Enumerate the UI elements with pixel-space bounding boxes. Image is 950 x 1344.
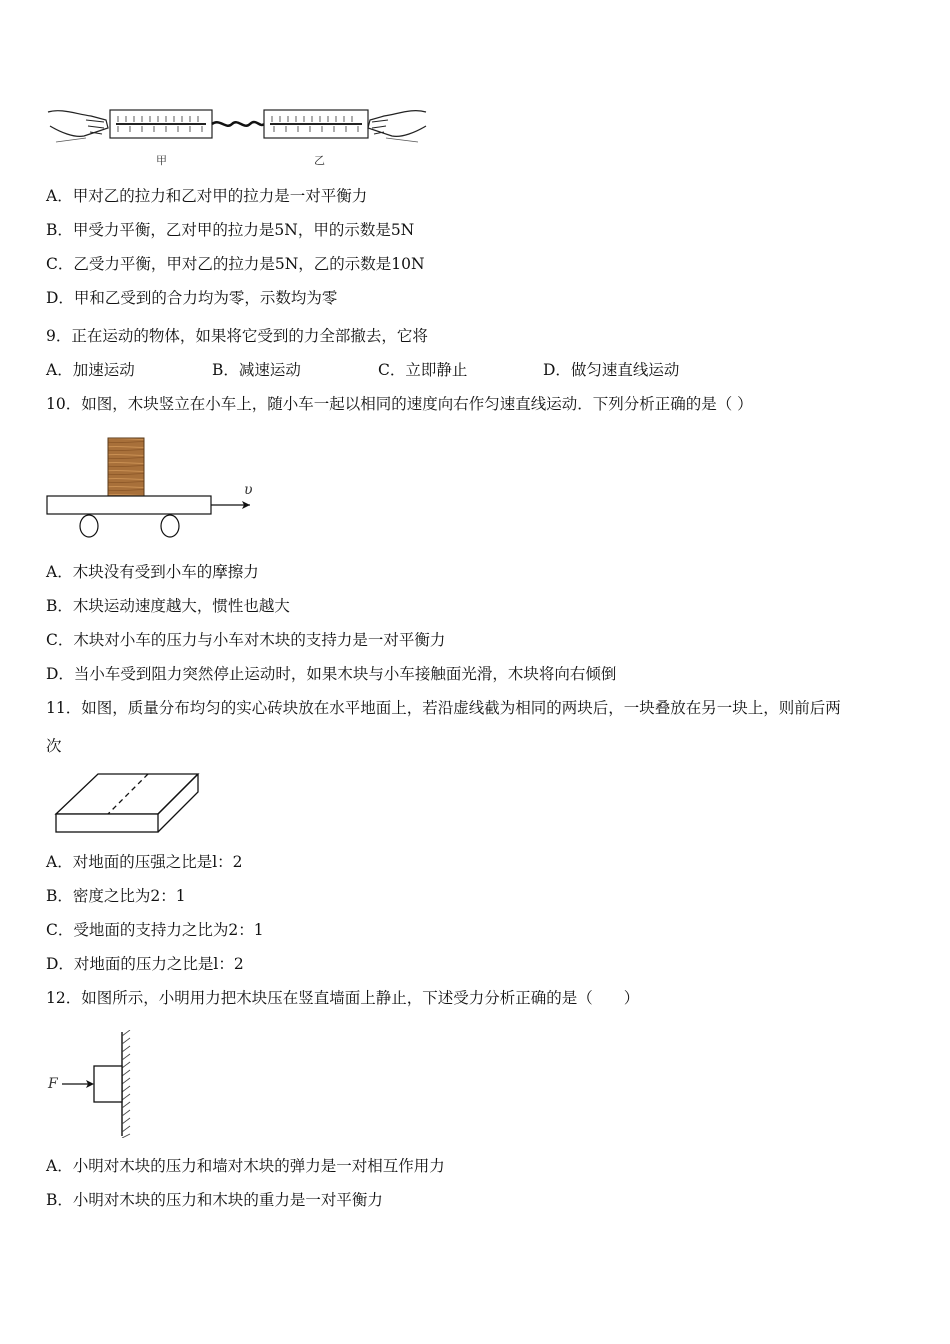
wall-block-figure	[46, 1030, 146, 1138]
q11-option-c: C．受地面的支持力之比为2：1	[46, 921, 264, 939]
spring-scale-figure	[46, 102, 428, 168]
q9-option-a: A．加速运动	[46, 361, 135, 379]
q10-option-c: C．木块对小车的压力与小车对木块的支持力是一对平衡力	[46, 631, 446, 649]
scale-label-yi: 乙	[314, 154, 325, 167]
q9-option-d: D．做匀速直线运动	[543, 361, 680, 379]
q10-option-b: B．木块运动速度越大，惯性也越大	[46, 597, 290, 615]
q11-option-d: D．对地面的压力之比是l：2	[46, 955, 244, 973]
q11-stem-line2: 次	[46, 737, 62, 755]
q11-option-a: A．对地面的压强之比是l：2	[46, 853, 243, 871]
q8-option-b: B．甲受力平衡，乙对甲的拉力是5N，甲的示数是5N	[46, 221, 415, 239]
q11-option-b: B．密度之比为2：1	[46, 887, 186, 905]
q9-option-c: C．立即静止	[378, 361, 468, 379]
q8-option-d: D．甲和乙受到的合力均为零，示数均为零	[46, 289, 338, 307]
q12-stem: 12．如图所示，小明用力把木块压在竖直墙面上静止，下述受力分析正确的是（ ）	[46, 989, 640, 1007]
velocity-label: υ	[244, 482, 253, 498]
q12-option-a: A．小明对木块的压力和墙对木块的弹力是一对相互作用力	[46, 1157, 445, 1175]
q11-stem-line1: 11．如图，质量分布均匀的实心砖块放在水平地面上，若沿虚线截为相同的两块后，一块叠放在另一块上，则前后两	[46, 699, 841, 717]
q12-option-b: B．小明对木块的压力和木块的重力是一对平衡力	[46, 1191, 383, 1209]
scale-label-jia: 甲	[156, 154, 167, 167]
q10-option-a: A．木块没有受到小车的摩擦力	[46, 563, 259, 581]
q9-option-b: B．减速运动	[212, 361, 301, 379]
cart-block-figure	[46, 436, 266, 538]
brick-figure	[54, 770, 204, 836]
q10-stem: 10．如图，木块竖立在小车上，随小车一起以相同的速度向右作匀速直线运动．下列分析正确的是（ ）	[46, 395, 753, 413]
force-label: F	[48, 1076, 58, 1092]
q8-option-c: C．乙受力平衡，甲对乙的拉力是5N，乙的示数是10N	[46, 255, 425, 273]
q8-option-a: A．甲对乙的拉力和乙对甲的拉力是一对平衡力	[46, 187, 368, 205]
q10-option-d: D．当小车受到阻力突然停止运动时，如果木块与小车接触面光滑，木块将向右倾倒	[46, 665, 617, 683]
q9-stem: 9．正在运动的物体，如果将它受到的力全部撤去，它将	[46, 327, 428, 345]
